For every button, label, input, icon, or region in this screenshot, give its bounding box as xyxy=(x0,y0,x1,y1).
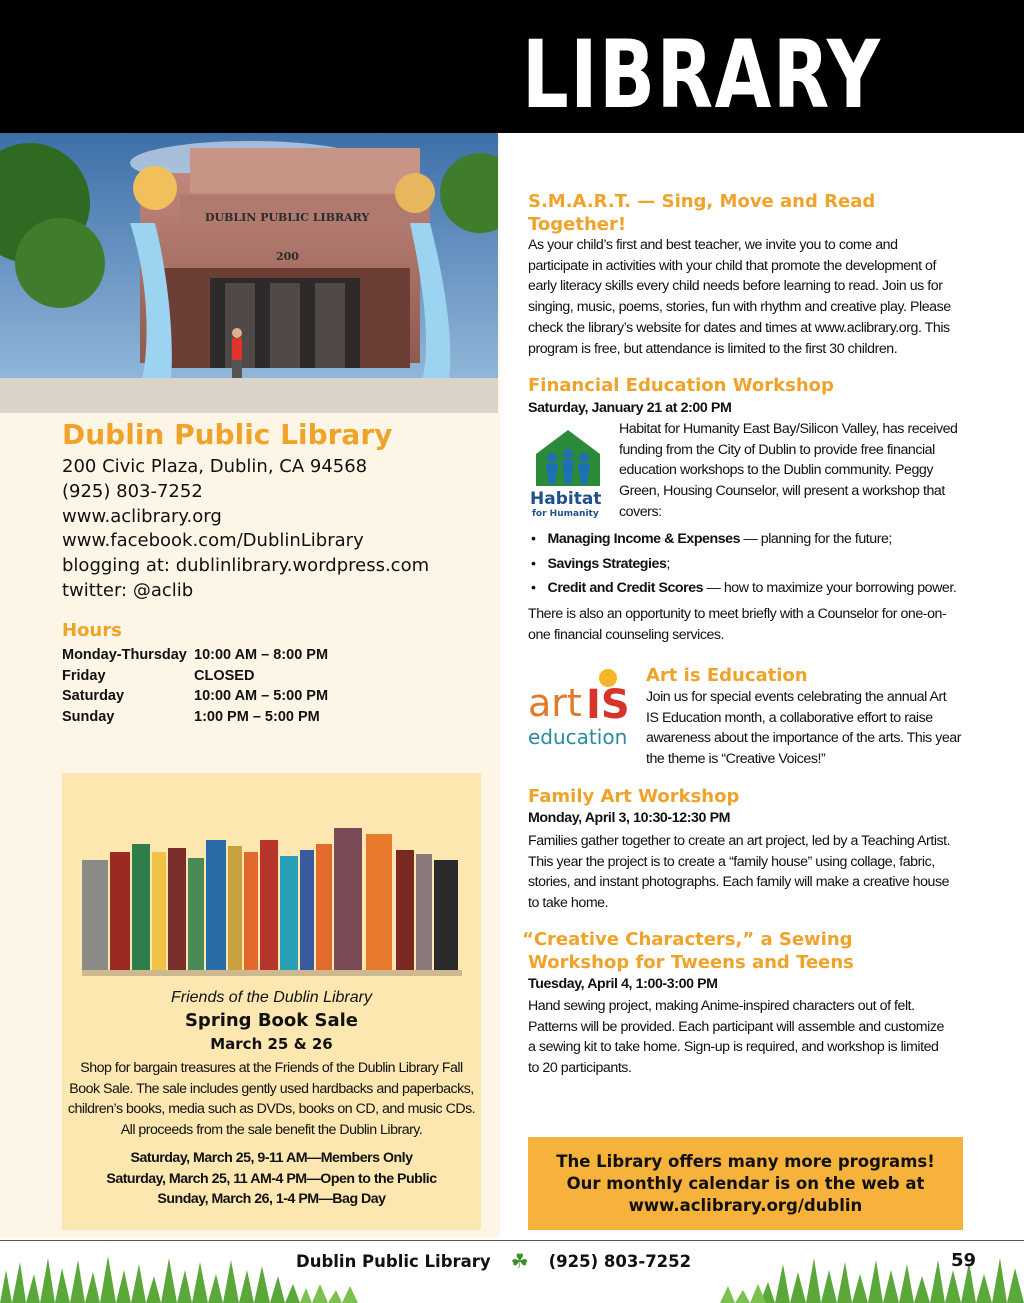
family-title: Family Art Workshop xyxy=(528,786,740,807)
library-photo xyxy=(0,133,498,413)
hours-table xyxy=(62,645,328,727)
promo-line: The Library offers many more programs! xyxy=(556,1151,935,1171)
footer-info xyxy=(296,1249,691,1273)
financial-after-line: one financial counseling services. xyxy=(528,626,725,643)
sale-time-line: Sunday, March 26, 1-4 PM—Bag Day xyxy=(157,1191,386,1208)
smart-title-line: Together! xyxy=(528,214,627,235)
art-logo-art: art xyxy=(528,681,582,725)
sale-time-line: Saturday, March 25, 11 AM-4 PM—Open to the Public xyxy=(106,1170,437,1187)
sale-dates: March 25 & 26 xyxy=(210,1035,333,1053)
topic-rest: — planning for the future; xyxy=(740,531,892,547)
sewing-body-line: Patterns will be provided. Each participant will assemble and customize xyxy=(528,1018,944,1035)
financial-body-line: Habitat for Humanity East Bay/Silicon Valley, has received xyxy=(619,421,958,437)
financial-title: Financial Education Workshop xyxy=(528,375,834,396)
smart-body-line: singing, music, poems, stories, fun with rhythm and creative play. Please xyxy=(528,299,951,316)
smart-title-line: S.M.A.R.T. — Sing, Move and Read xyxy=(528,191,876,212)
topic-bold: Credit and Credit Scores xyxy=(547,580,704,596)
smart-body-line: early literacy skills every child needs before learning to read. Join us for xyxy=(528,278,943,295)
family-body-line: This year the project is to create a “family house” using collage, fabric, xyxy=(528,853,935,870)
photo-number-text: 200 xyxy=(276,250,299,263)
financial-body-line: funding from the City of Dublin to provide free financial xyxy=(619,441,935,458)
smart-body xyxy=(528,235,962,359)
sale-description-line: All proceeds from the sale benefit the Dublin Library. xyxy=(120,1121,423,1138)
footer-phone: (925) 803-7252 xyxy=(548,1251,692,1271)
list-item xyxy=(531,576,956,601)
sale-time-line: Saturday, March 25, 9-11 AM—Members Only xyxy=(130,1150,413,1166)
financial-body-line: Green, Housing Counselor, will present a workshop that xyxy=(619,483,945,500)
sale-description-line: children’s books, media such as DVDs, books on CD, and music CDs. xyxy=(67,1101,476,1118)
promo-calendar-link[interactable]: www.aclibrary.org/dublin xyxy=(628,1195,863,1215)
smart-body-line: As your child’s first and best teacher, we invite you to come and xyxy=(528,237,898,253)
list-item xyxy=(531,527,956,552)
library-name: Dublin Public Library xyxy=(62,418,393,451)
financial-body xyxy=(619,419,962,523)
sewing-title-line: “Creative Characters,” a Sewing xyxy=(522,929,853,950)
hours-row xyxy=(62,645,328,666)
habitat-for-humanity-logo xyxy=(528,424,610,520)
art-body-line: awareness about the importance of the arts. This year xyxy=(646,730,961,747)
hours-time: 10:00 AM – 5:00 PM xyxy=(194,688,329,704)
sewing-title-line: Workshop for Tweens and Teens xyxy=(528,952,854,973)
sale-times xyxy=(62,1148,481,1210)
programs-promo-box xyxy=(528,1137,963,1230)
hours-title: Hours xyxy=(62,620,122,641)
hours-row xyxy=(62,686,328,707)
sewing-body-line: a sewing kit to take home. Sign-up is required, and workshop is limited xyxy=(528,1039,939,1056)
smart-body-line: program is free, but attendance is limited to the first 30 children. xyxy=(528,340,898,357)
hours-row xyxy=(62,666,328,687)
sewing-body-line: Hand sewing project, making Anime-inspired characters out of felt. xyxy=(528,998,915,1014)
art-is-education-logo xyxy=(526,664,632,756)
hours-day: Sunday xyxy=(62,708,115,725)
habitat-logo-text: Habitat xyxy=(530,489,602,509)
sale-friends-label: Friends of the Dublin Library xyxy=(171,989,372,1006)
hours-time: CLOSED xyxy=(194,667,255,684)
financial-body-line: covers: xyxy=(619,503,662,520)
family-date: Monday, April 3, 10:30-12:30 PM xyxy=(528,810,731,826)
sewing-body-line: to 20 participants. xyxy=(528,1060,632,1077)
hours-day: Friday xyxy=(62,667,106,684)
smart-body-line: check the library’s website for dates and times at www.aclibrary.org. This xyxy=(528,319,950,336)
art-body-line: IS Education month, a collaborative effort to raise xyxy=(646,709,933,726)
art-title: Art is Education xyxy=(646,665,808,686)
hours-row xyxy=(62,707,328,728)
art-logo-is: IS xyxy=(586,682,630,728)
topic-bold: Savings Strategies xyxy=(547,555,667,572)
sewing-title xyxy=(522,928,854,974)
library-twitter: twitter: @aclib xyxy=(62,579,194,601)
financial-date: Saturday, January 21 at 2:00 PM xyxy=(528,400,732,416)
footer-library-name: Dublin Public Library xyxy=(296,1251,491,1271)
financial-topics-list xyxy=(531,527,956,601)
sewing-date: Tuesday, April 4, 1:00-3:00 PM xyxy=(528,976,718,992)
hours-day: Monday-Thursday xyxy=(62,647,187,663)
photo-sign-text: DUBLIN PUBLIC LIBRARY xyxy=(205,211,370,224)
library-blog-link[interactable]: blogging at: dublinlibrary.wordpress.com xyxy=(62,555,430,577)
sale-description-line: Book Sale. The sale includes gently used hardbacks and paperbacks, xyxy=(69,1080,474,1097)
family-body xyxy=(528,831,968,914)
family-body-line: Families gather together to create an art project, led by a Teaching Artist. xyxy=(528,833,951,849)
library-address: 200 Civic Plaza, Dublin, CA 94568 xyxy=(62,456,368,477)
sale-description xyxy=(66,1058,477,1140)
sewing-body xyxy=(528,996,968,1079)
art-body xyxy=(646,687,962,770)
library-facebook-link[interactable]: www.facebook.com/DublinLibrary xyxy=(62,530,364,552)
page-banner xyxy=(0,0,1024,133)
hours-time: 1:00 PM – 5:00 PM xyxy=(194,708,320,725)
topic-bold: Managing Income & Expenses xyxy=(547,531,741,547)
financial-after-line: There is also an opportunity to meet briefly with a Counselor for one-on- xyxy=(528,606,947,622)
library-website-link[interactable]: www.aclibrary.org xyxy=(62,505,222,527)
page-number: 59 xyxy=(951,1250,977,1271)
list-item xyxy=(531,552,956,577)
clover-icon: ☘ xyxy=(510,1249,529,1273)
hours-day: Saturday xyxy=(62,688,125,704)
smart-title xyxy=(528,190,875,236)
financial-after xyxy=(528,604,968,645)
financial-body-line: education workshops to the Dublin community. Peggy xyxy=(619,462,933,479)
topic-rest: ; xyxy=(666,555,670,572)
habitat-logo-subtext: for Humanity xyxy=(532,509,599,519)
library-phone: (925) 803-7252 xyxy=(62,480,203,502)
books-illustration xyxy=(82,800,462,980)
art-body-line: Join us for special events celebrating the annual Art xyxy=(646,689,947,705)
family-body-line: to take home. xyxy=(528,895,609,912)
smart-body-line: participate in activities with your child that promote the development of xyxy=(528,257,936,274)
art-body-line: the theme is “Creative Voices!” xyxy=(646,751,826,768)
family-body-line: stories, and instant photographs. Each family will make a creative house xyxy=(528,874,950,891)
topic-rest: — how to maximize your borrowing power. xyxy=(703,580,957,596)
promo-line: Our monthly calendar is on the web at xyxy=(566,1173,925,1193)
hours-time: 10:00 AM – 8:00 PM xyxy=(194,647,329,663)
banner-title: LIBRARY xyxy=(522,21,882,130)
art-logo-education: education xyxy=(528,725,628,749)
sale-description-line: Shop for bargain treasures at the Friends of the Dublin Library Fall xyxy=(80,1060,463,1076)
sale-title: Spring Book Sale xyxy=(184,1010,359,1031)
library-contact-info xyxy=(62,455,429,604)
